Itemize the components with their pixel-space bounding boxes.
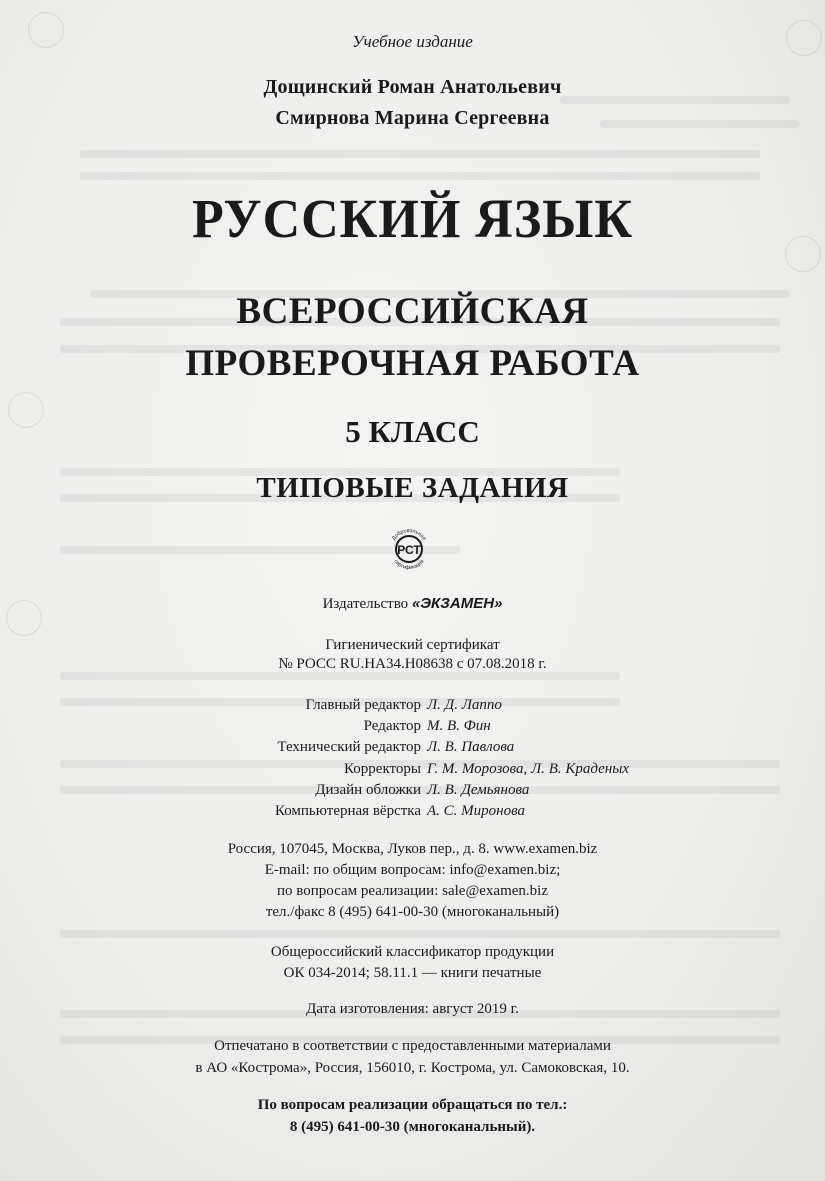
certification-mark-icon xyxy=(384,525,434,571)
manufacture-date: Дата изготовления: август 2019 г. xyxy=(306,1001,519,1017)
classifier-label: Общероссийский классификатор продукции xyxy=(270,944,555,960)
show-through-text xyxy=(80,172,760,180)
show-through-text xyxy=(60,672,620,680)
sales-contact-line-2: 8 (495) 641-00-30 (многоканальный). xyxy=(289,1119,536,1135)
hygiene-cert-label: Гигиенический сертификат xyxy=(325,637,500,653)
cert-arc-bottom-text: сертификация xyxy=(392,558,426,571)
cert-arc-top-text: Добровольная xyxy=(391,527,427,542)
edition-type: Учебное издание xyxy=(352,32,473,51)
staff-role: Технический редактор xyxy=(277,739,421,755)
author-name: Смирнова Марина Сергеевна xyxy=(275,107,550,129)
staff-role: Компьютерная вёрстка xyxy=(274,803,421,819)
staff-role: Дизайн обложки xyxy=(315,782,421,798)
show-through-text xyxy=(80,150,760,158)
svg-text:Добровольная xyxy=(391,528,427,542)
hygiene-cert-number: № РОСС RU.HA34.H08638 с 07.08.2018 г. xyxy=(278,656,547,672)
staff-name: М. В. Фин xyxy=(427,718,491,734)
printed-line-2: в АО «Кострома», Россия, 156010, г. Кострома, ул. Самоковская, 10. xyxy=(195,1060,630,1076)
show-through-text xyxy=(60,930,780,938)
svg-text:сертификация xyxy=(393,559,426,571)
staff-role: Редактор xyxy=(363,718,421,734)
publisher-name: «ЭКЗАМЕН» xyxy=(411,595,503,612)
email-sales-line: по вопросам реализации: sale@examen.biz xyxy=(277,883,548,899)
book-subtitle-line-1: ВСЕРОССИЙСКАЯ xyxy=(236,291,589,332)
sales-contact-line-1: По вопросам реализации обращаться по тел.: xyxy=(257,1097,568,1113)
staff-name: А. С. Миронова xyxy=(427,803,526,819)
staff-role: Корректоры xyxy=(344,761,421,777)
book-kind: ТИПОВЫЕ ЗАДАНИЯ xyxy=(256,472,569,504)
book-subtitle-line-2: ПРОВЕРОЧНАЯ РАБОТА xyxy=(185,343,640,384)
printed-line-1: Отпечатано в соответствии с предоставленными материалами xyxy=(214,1038,611,1054)
book-title: РУССКИЙ ЯЗЫК xyxy=(191,189,634,250)
publisher-line xyxy=(0,595,825,613)
classifier-code: ОК 034-2014; 58.11.1 — книги печатные xyxy=(283,965,542,981)
staff-name: Л. В. Павлова xyxy=(427,739,515,755)
staff-name: Л. Д. Лаппо xyxy=(427,697,502,713)
grade-label: 5 КЛАСС xyxy=(345,414,480,449)
author-name: Дощинский Роман Анатольевич xyxy=(263,76,562,98)
staff-role: Главный редактор xyxy=(305,697,421,713)
cert-logo-letters: РСТ xyxy=(397,543,421,557)
staff-name: Л. В. Демьянова xyxy=(427,782,530,798)
phone-line: тел./факс 8 (495) 641-00-30 (многоканальный) xyxy=(265,904,560,920)
email-general-line: E-mail: по общим вопросам: info@examen.biz; xyxy=(264,862,561,878)
address-line: Россия, 107045, Москва, Луков пер., д. 8. www.examen.biz xyxy=(227,841,598,857)
publisher-prefix: Издательство xyxy=(322,596,412,612)
staff-name: Г. М. Морозова, Л. В. Краденых xyxy=(427,761,630,777)
